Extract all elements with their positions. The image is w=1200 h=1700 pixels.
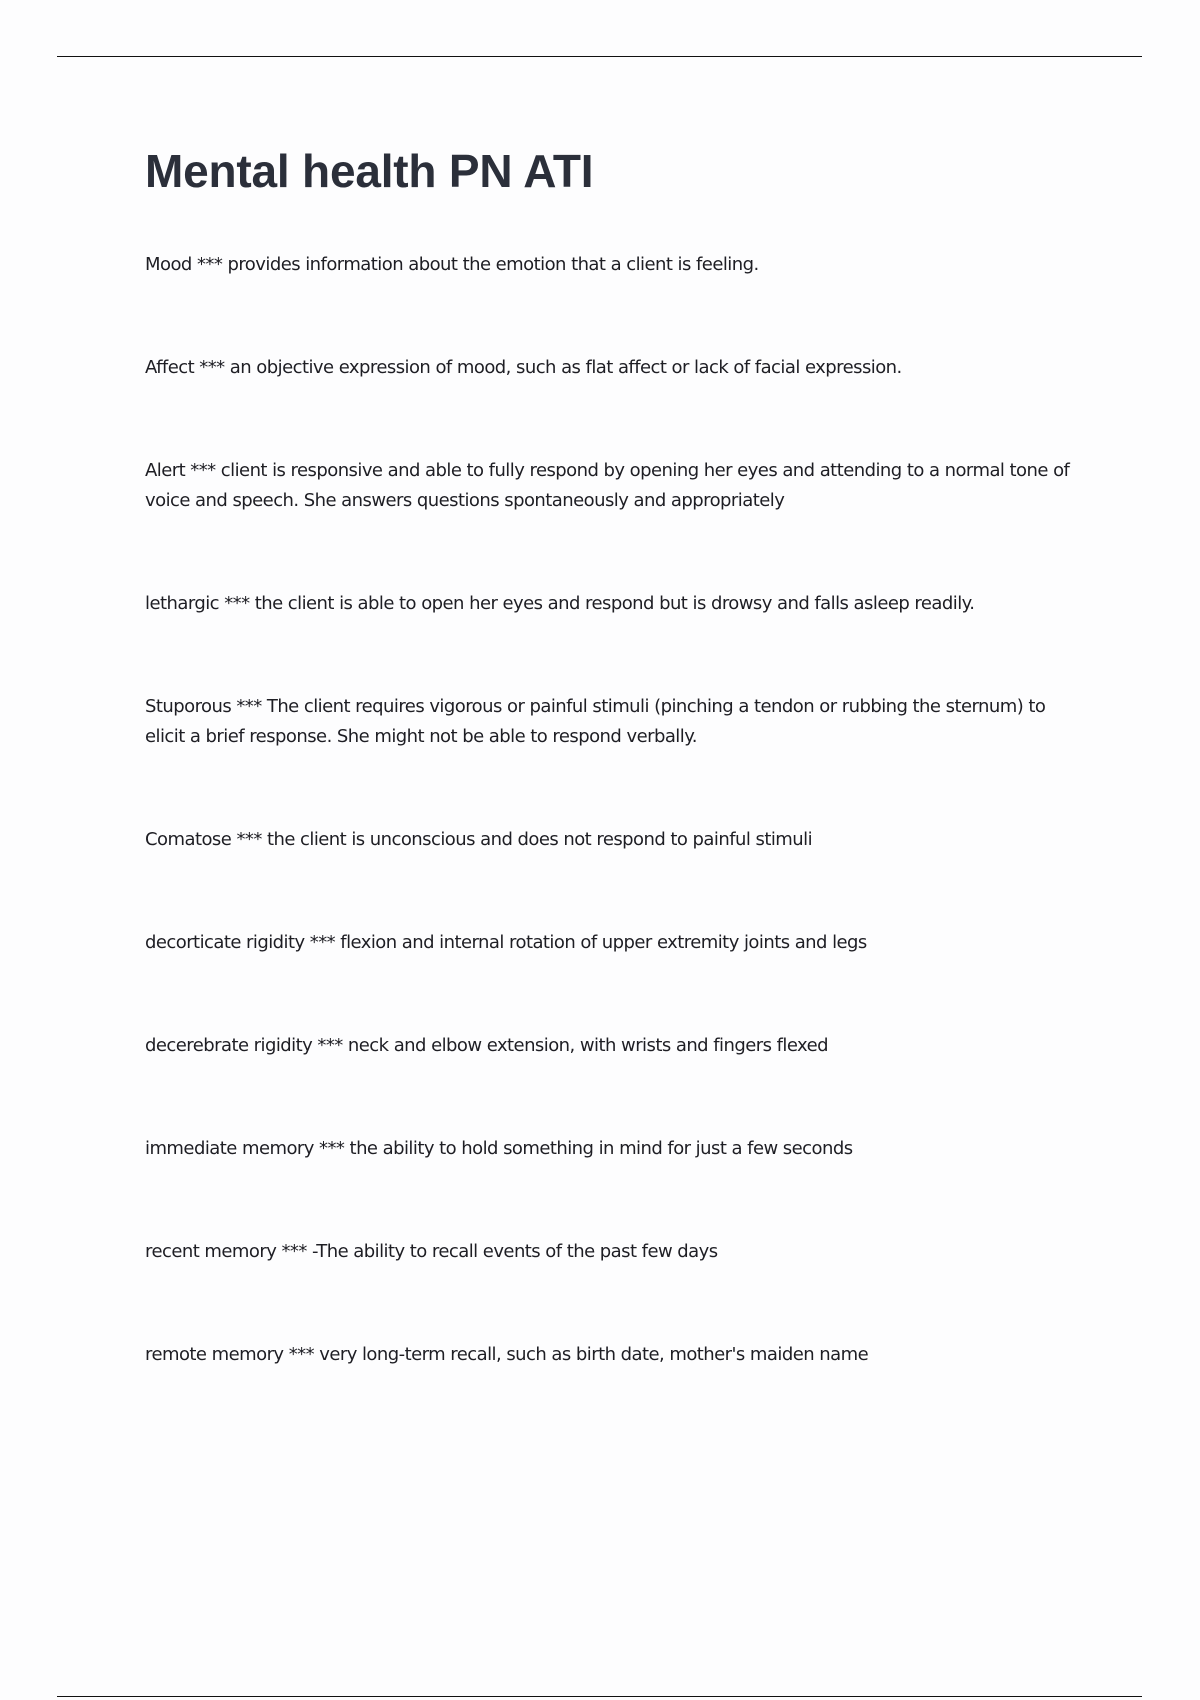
term-entry-comatose: Comatose *** the client is unconscious and does not respond to painful stimuli — [145, 829, 813, 850]
top-rule — [57, 56, 1142, 57]
term-entry-lethargic: lethargic *** the client is able to open her eyes and respond but is drowsy and falls asleep readily. — [145, 593, 975, 614]
document-title: Mental health PN ATI — [145, 145, 594, 197]
term-entry-remote-memory: remote memory *** very long-term recall, such as birth date, mother's maiden name — [145, 1344, 869, 1365]
term-entry-decerebrate-rigidity: decerebrate rigidity *** neck and elbow extension, with wrists and fingers flexed — [145, 1035, 828, 1056]
bottom-rule — [57, 1696, 1142, 1697]
term-entry-immediate-memory: immediate memory *** the ability to hold something in mind for just a few seconds — [145, 1138, 853, 1159]
term-entry-decorticate-rigidity: decorticate rigidity *** flexion and internal rotation of upper extremity joints and legs — [145, 932, 867, 953]
term-entry-alert: Alert *** client is responsive and able to fully respond by opening her eyes and attending to a normal tone of voice and speech. She answers questions spontaneously and appropriately — [145, 460, 1070, 511]
term-entry-stuporous: Stuporous *** The client requires vigorous or painful stimuli (pinching a tendon or rubbing the sternum) to elicit a brief response. She might not be able to respond verbally. — [145, 696, 1046, 747]
term-entry-recent-memory: recent memory *** -The ability to recall events of the past few days — [145, 1241, 718, 1262]
term-entry-mood: Mood *** provides information about the emotion that a client is feeling. — [145, 254, 759, 275]
term-entry-affect: Affect *** an objective expression of mood, such as flat affect or lack of facial expression. — [145, 357, 902, 378]
